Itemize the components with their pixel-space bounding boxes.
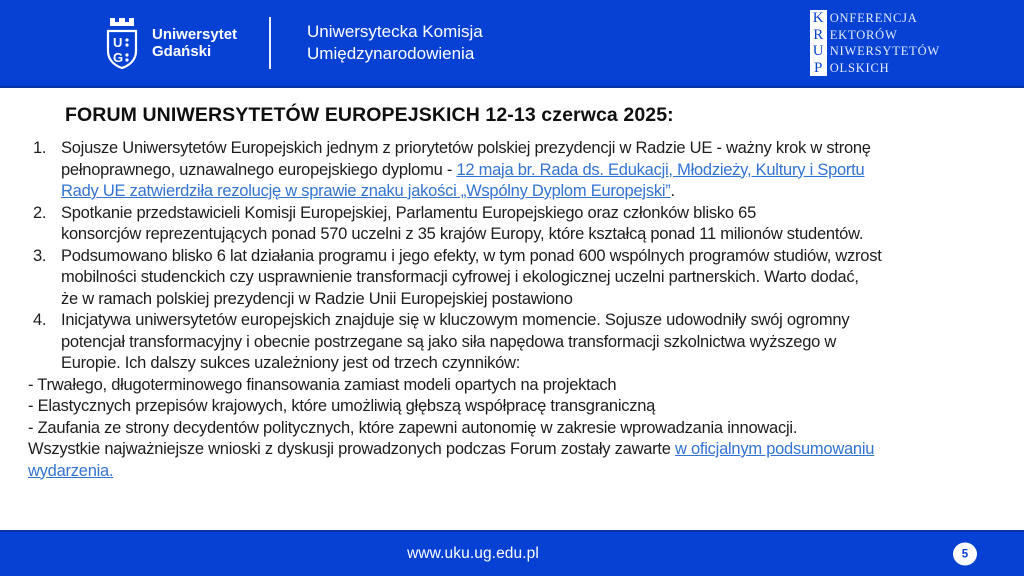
header-bar (0, 0, 1024, 88)
krup-word-row (810, 43, 940, 60)
slide-content (0, 88, 1024, 530)
text-segment: mobilności studenckich czy usprawnienie transformacji cyfrowej i ekologicznej uczelni partnerskich. Warto dodać, (61, 268, 859, 286)
dash-list (28, 375, 1004, 440)
ug-name-line2: Gdański (152, 43, 212, 60)
text-segment: Spotkanie przedstawicieli Komisji Europejskiej, Parlamentu Europejskiego oraz członków blisko 65 (61, 203, 757, 222)
shield-icon (108, 31, 136, 68)
item-number: 4. (33, 311, 47, 329)
krup-word-row (810, 27, 940, 44)
text-segment: Europie. Ich dalszy sukces uzależniony jest od trzech czynników: (61, 354, 521, 372)
krup-word-row (810, 10, 940, 27)
inline-link[interactable]: wydarzenia. (28, 461, 114, 480)
ug-name-line1: Uniwersytet (152, 25, 238, 43)
krup-initial-letter: R (810, 27, 827, 44)
text-segment: potencjał transformacyjny i obecnie postrzegane są jako siła napędowa transformacji szkolnictwa wyższego w (61, 332, 837, 351)
krup-word-rest: NIWERSYTETÓW (829, 44, 940, 58)
svg-text:U: U (113, 35, 123, 50)
item-text (61, 203, 1004, 246)
dash-item: - Zaufania ze strony decydentów politycznych, które zapewni autonomię w zakresie wprowadzania innowacji. (28, 418, 798, 437)
text-segment: pełnoprawnego, uznawalnego europejskiego dyplomu - (61, 160, 457, 179)
krup-initial-letter: U (810, 43, 827, 60)
footer-bar (0, 530, 1024, 576)
text-segment: . (670, 182, 675, 200)
krup-word-rest: ONFERENCJA (829, 11, 918, 25)
text-segment: Sojusze Uniwersytetów Europejskich jednym z priorytetów polskiej prezydencji w Radzie UE - ważny krok w stronę (61, 139, 871, 157)
krup-initial-letter: P (810, 60, 827, 77)
commission-line2: Umiędzynarodowienia (307, 44, 475, 63)
dash-item: - Trwałego, długoterminowego finansowania zamiast modeli opartych na projektach (28, 375, 617, 394)
item-number: 3. (33, 246, 47, 265)
closing-paragraph (28, 439, 1004, 482)
crown-icon (110, 18, 134, 26)
inline-link[interactable]: 12 maja br. Rada ds. Edukacji, Młodzieży, Kultury i Sportu (456, 160, 865, 179)
header-divider (269, 17, 271, 69)
svg-text:G: G (113, 50, 124, 65)
numbered-list (28, 138, 1004, 375)
footer-url: www.uku.ug.edu.pl (407, 545, 539, 562)
krup-logo (810, 10, 940, 76)
item-text (61, 246, 1004, 311)
page-title: FORUM UNIWERSYTETÓW EUROPEJSKICH 12-13 czerwca 2025: (65, 104, 674, 126)
numbered-item (28, 246, 1004, 311)
numbered-item (28, 310, 1004, 375)
item-text (61, 310, 1004, 375)
text-segment: Podsumowano blisko 6 lat działania programu i jego efekty, w tym ponad 600 wspólnych programów studiów, wzrost (61, 246, 882, 265)
commission-name (307, 21, 483, 65)
ug-crest-logo (100, 13, 144, 73)
ug-logo-text (152, 26, 237, 61)
text-segment: konsorcjów reprezentujących ponad 570 uczelni z 35 krajów Europy, które kształcą ponad 11 milionów studentów. (61, 225, 864, 243)
text-segment: Inicjatywa uniwersytetów europejskich znajduje się w kluczowym momencie. Sojusze udowodniły swój ogromny (61, 311, 850, 329)
krup-word-rest: OLSKICH (829, 60, 890, 75)
item-number: 1. (33, 139, 47, 157)
text-segment: że w ramach polskiej prezydencji w Radzie Unii Europejskiej postawiono (61, 289, 573, 308)
krup-word-rest: EKTORÓW (829, 27, 898, 42)
krup-initial-letter: K (810, 10, 827, 27)
item-number: 2. (33, 203, 47, 222)
commission-line1: Uniwersytecka Komisja (307, 22, 483, 41)
inline-link[interactable]: w oficjalnym podsumowaniu (675, 440, 875, 458)
dash-item: - Elastycznych przepisów krajowych, które umożliwią głębszą współpracę transgraniczną (28, 397, 656, 415)
inline-link[interactable]: Rady UE zatwierdziła rezolucję w sprawie znaku jakości „Wspólny Dyplom Europejski” (61, 182, 671, 200)
krup-word-row (810, 60, 940, 77)
item-text (61, 138, 1004, 203)
numbered-item (28, 203, 1004, 246)
text-segment: Wszystkie najważniejsze wnioski z dyskusji prowadzonych podczas Forum zostały zawarte (28, 440, 675, 458)
page-number-badge: 5 (953, 543, 977, 566)
numbered-item (28, 138, 1004, 203)
